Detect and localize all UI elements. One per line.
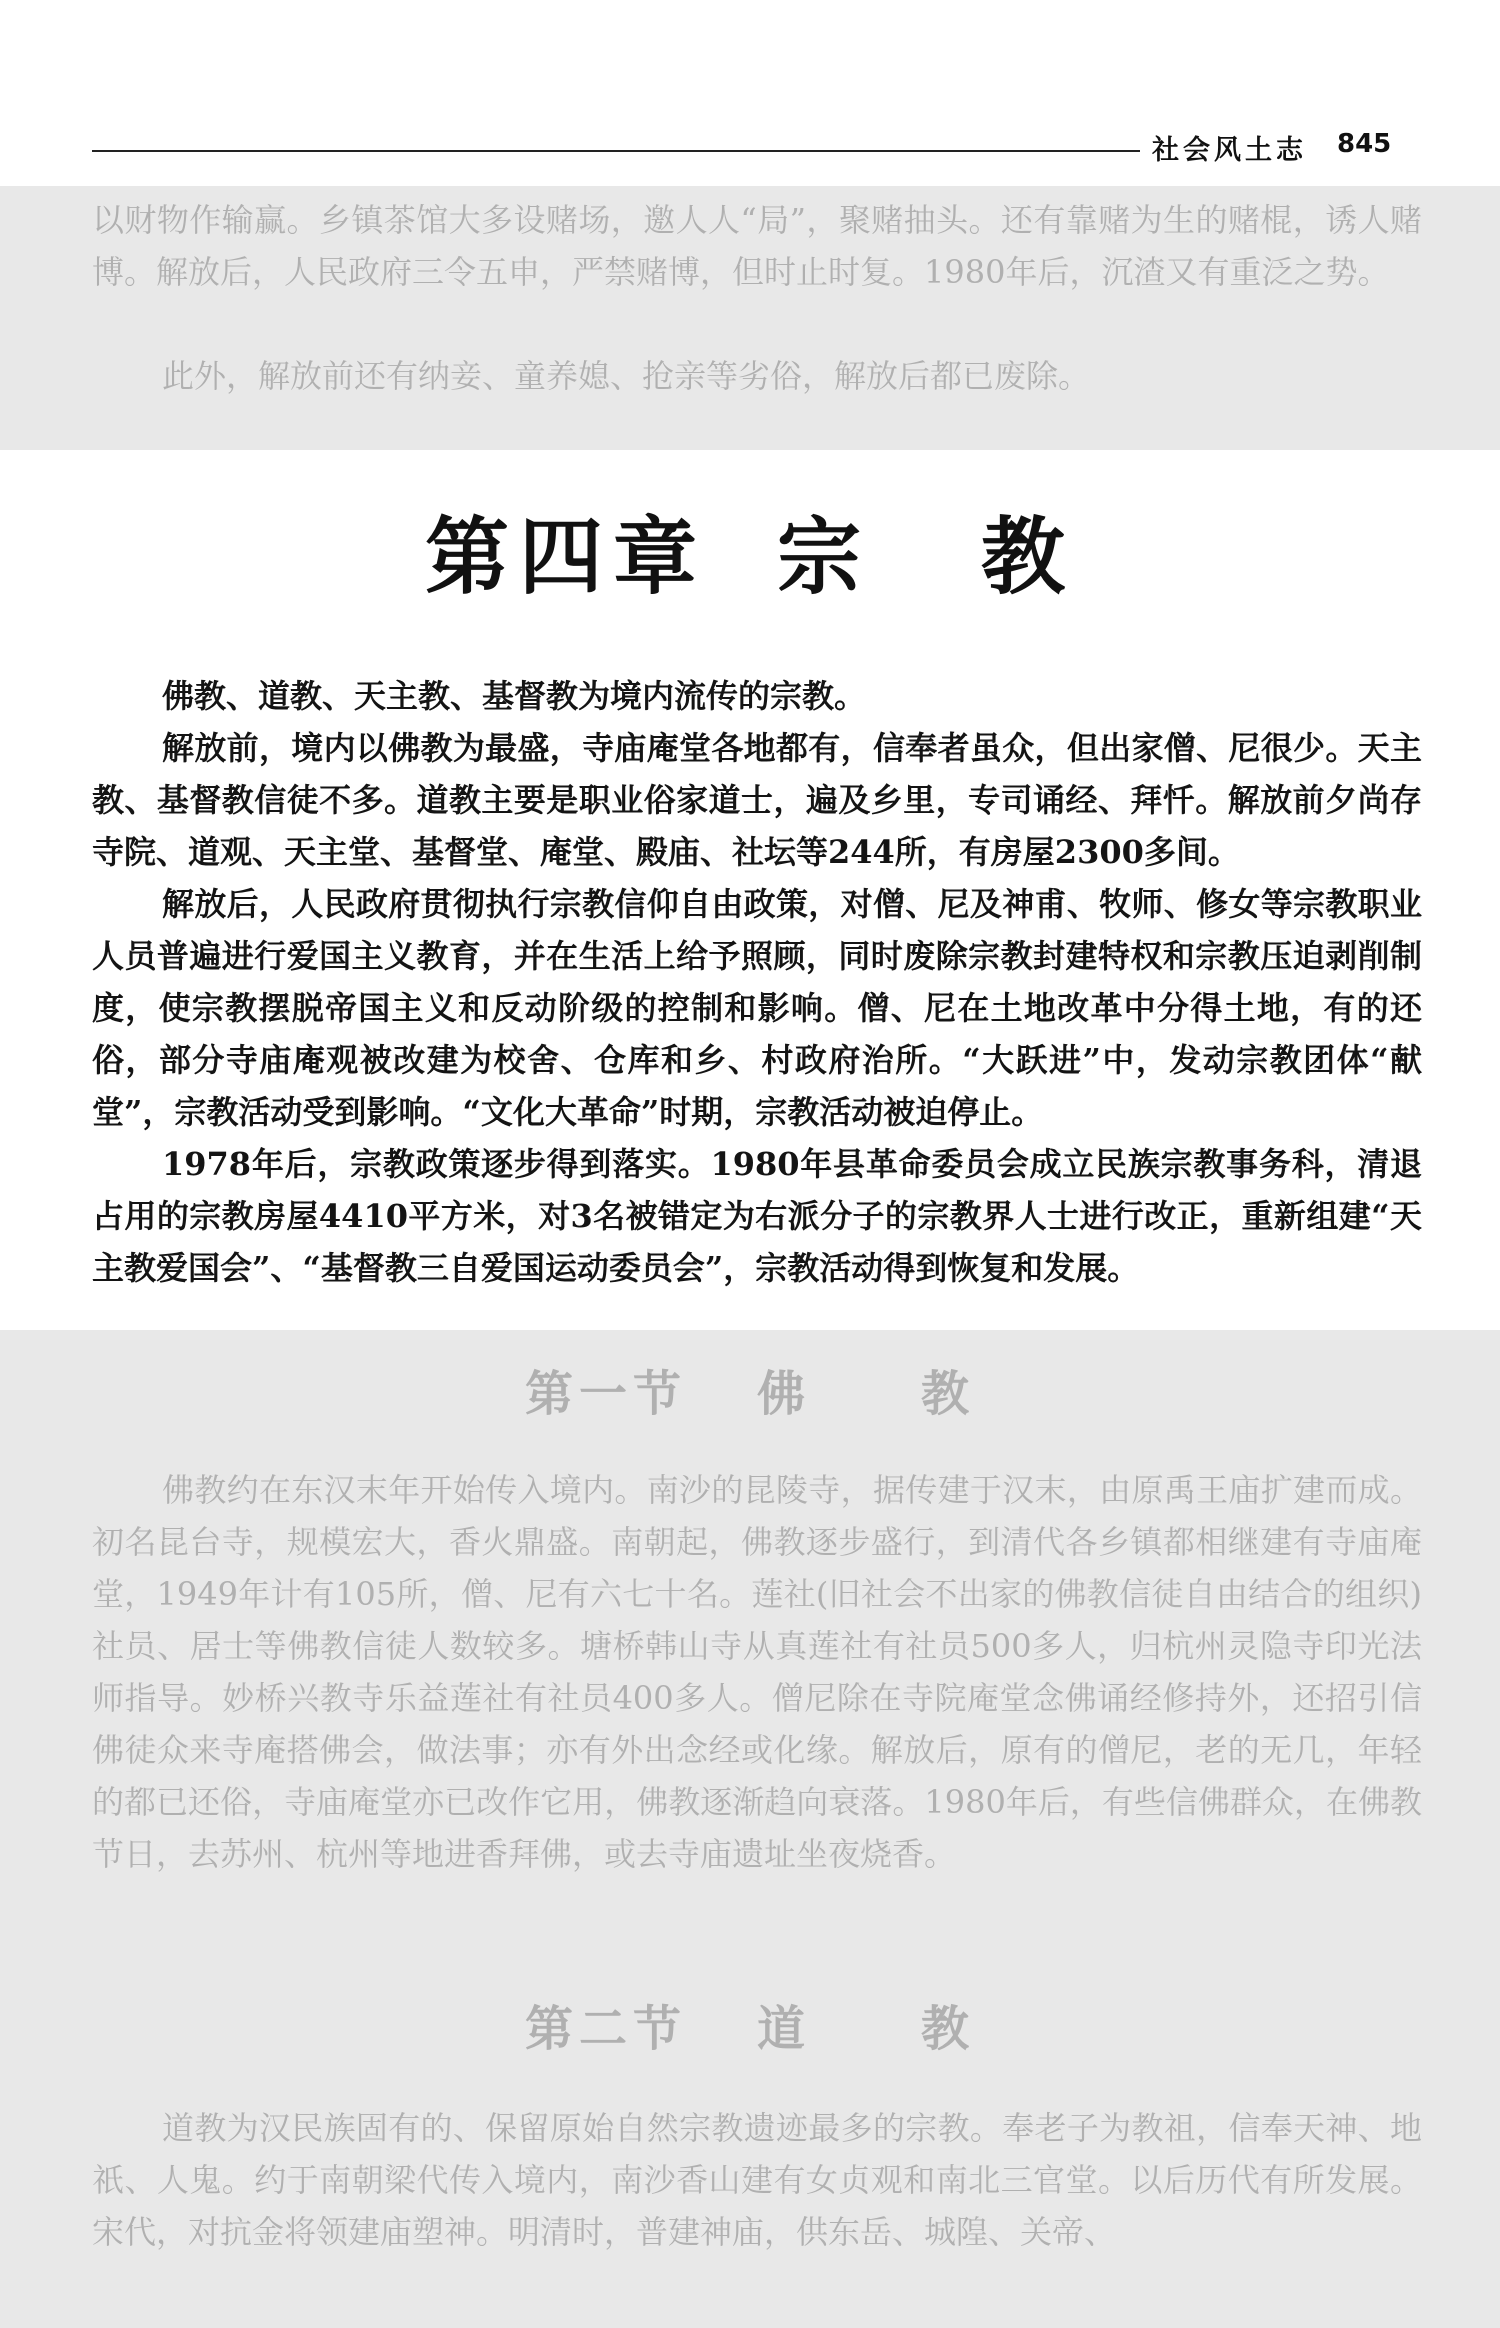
chapter-title (0, 490, 1500, 611)
section-1-title-prefix: 第一节 (524, 1366, 687, 1422)
section-1-paragraph: 佛教约在东汉末年开始传入境内。南沙的昆陵寺，据传建于汉末，由原禹王庙扩建而成。初名昆台寺，规模宏大，香火鼎盛。南朝起，佛教逐步盛行，到清代各乡镇都相继建有寺庙庵堂，1949年计有105所，僧、尼有六七十名。莲社(旧社会不出家的佛教信徒自由结合的组织)社员、居士等佛教信徒人数较多。塘桥韩山寺从真莲社有社员500多人，归杭州灵隐寺印光法师指导。妙桥兴教寺乐益莲社有社员400多人。僧尼除在寺院庵堂念佛诵经修持外，还招引信佛徒众来寺庵搭佛会，做法事；亦有外出念经或化缘。解放后，原有的僧尼，老的无几，年轻的都已还俗，寺庙庵堂亦已改作它用，佛教逐渐趋向衰落。1980年后，有些信佛群众，在佛教节日，去苏州、杭州等地进香拜佛，或去寺庙遗址坐夜烧香。 (92, 1471, 1422, 1873)
section-1-title (0, 1355, 1500, 1424)
chapter-title-prefix: 第四章 (424, 507, 707, 606)
chapter-paragraph-before-liberation: 解放前，境内以佛教为最盛，寺庙庵堂各地都有，信奉者虽众，但出家僧、尼很少。天主教、基督教信徒不多。道教主要是职业俗家道士，遍及乡里，专司诵经、拜忏。解放前夕尚存寺院、道观、天主堂、基督堂、庵堂、殿庙、社坛等244所，有房屋2300多间。 (92, 729, 1422, 871)
section-2-title-prefix: 第二节 (524, 2001, 687, 2057)
section-1-title-char-1: 佛 (756, 1366, 811, 1422)
chapter-paragraph-after-liberation: 解放后，人民政府贯彻执行宗教信仰自由政策，对僧、尼及神甫、牧师、修女等宗教职业人员普遍进行爱国主义教育，并在生活上给予照顾，同时废除宗教封建特权和宗教压迫剥削制度，使宗教摆脱帝国主义和反动阶级的控制和影响。僧、尼在土地改革中分得土地，有的还俗，部分寺庙庵观被改建为校舍、仓库和乡、村政府治所。“大跃进”中，发动宗教团体“献堂”，宗教活动受到影响。“文化大革命”时期，宗教活动被迫停止。 (92, 885, 1422, 1131)
chapter-title-char-2: 教 (981, 507, 1076, 606)
chapter-paragraph-after-1978: 1978年后，宗教政策逐步得到落实。1980年县革命委员会成立民族宗教事务科，清退占用的宗教房屋4410平方米，对3名被错定为右派分子的宗教界人士进行改正，重新组建“天主教爱国会”、“基督教三自爱国运动委员会”，宗教活动得到恢复和发展。 (92, 1145, 1422, 1287)
header-title: 社会风土志 (1152, 135, 1307, 166)
page-number: 845 (1337, 129, 1392, 159)
section-2-title-char-2: 教 (921, 2001, 976, 2057)
header-rule (92, 150, 1140, 152)
section-1-title-char-2: 教 (921, 1366, 976, 1422)
chapter-paragraph-intro: 佛教、道教、天主教、基督教为境内流传的宗教。 (162, 677, 867, 715)
section-2-title-char-1: 道 (756, 2001, 811, 2057)
section-2-paragraph: 道教为汉民族固有的、保留原始自然宗教遗迹最多的宗教。奉老子为教祖，信奉天神、地祇、人鬼。约于南朝梁代传入境内，南沙香山建有女贞观和南北三官堂。以后历代有所发展。宋代，对抗金将领建庙塑神。明清时，普建神庙，供东岳、城隍、关帝、 (92, 2109, 1422, 2251)
top-excerpt-paragraph-1: 以财物作输赢。乡镇茶馆大多设赌场，邀人人“局”，聚赌抽头。还有靠赌为生的赌棍，诱人赌博。解放后，人民政府三令五申，严禁赌博，但时止时复。1980年后，沉渣又有重泛之势。 (92, 201, 1422, 291)
running-header (92, 128, 1400, 168)
section-2-title (0, 1990, 1500, 2059)
chapter-title-char-1: 宗 (776, 507, 871, 606)
top-excerpt-paragraph-2: 此外，解放前还有纳妾、童养媳、抢亲等劣俗，解放后都已废除。 (162, 357, 1091, 395)
